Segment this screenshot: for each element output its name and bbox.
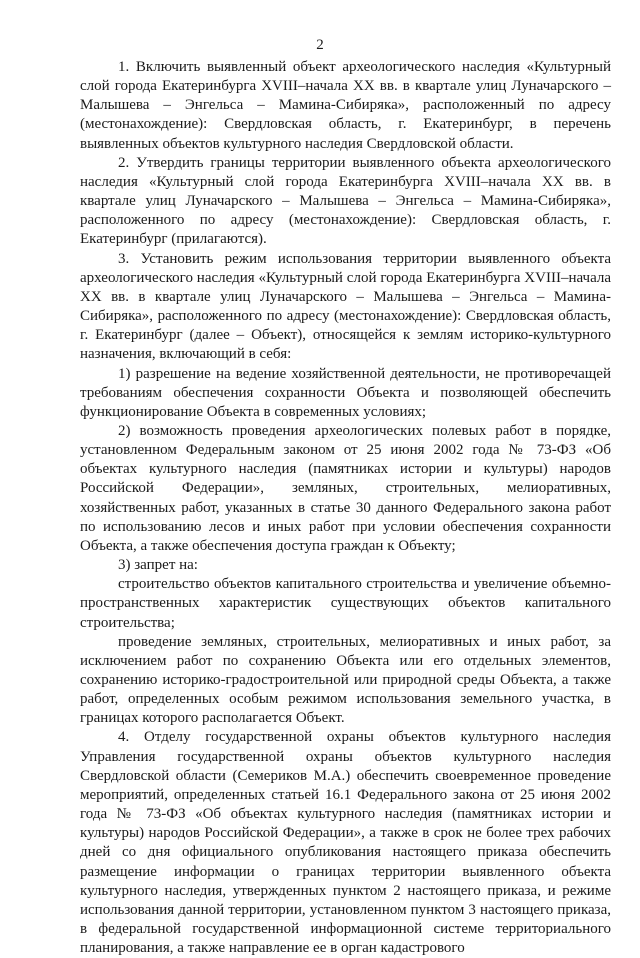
page-number: 2 [316,37,324,53]
paragraph-subitem-3-prohibition: 3) запрет на: [118,557,198,574]
paragraph-subitem-2-possibility: 2) возможность проведения археологических полевых работ в порядке, установленном Федеральным законом от 25 июня 2002 года № 73-ФЗ «Об объектах культурного наследия (памятниках истории и культуры) народов Российской Федерации», земляных, строительных, мелиоративных, хозяйственных работ, указанных в статье 30 данного Федерального закона работ по использованию лесов и иных работ при условии обеспечения сохранности Объекта, а также обеспечения доступа граждан к Объекту; [80,422,611,554]
paragraph-item-4-department-duties: 4. Отделу государственной охраны объектов культурного наследия Управления государственной охраны объектов культурного наследия Свердловской области (Семериков М.А.) обеспечить своевременное проведение мероприятий, определенных статьей 16.1 Федерального закона от 25 июня 2002 года № 73-ФЗ «Об объектах культурного наследия (памятниках истории и культуры) народов Российской Федерации», а также в срок не более трех рабочих дней со дня официального опубликования настоящего приказа обеспечить размещение информации о границах территории выявленного объекта культурного наследия, утвержденных пунктом 2 настоящего приказа, и режиме использования данной территории, установленном пунктом 3 настоящего приказа, в федеральной государственной информационной системе территориального планирования, а также направление ее в орган кадастрового [80,729,611,957]
paragraph-item-2-approve-boundaries: 2. Утвердить границы территории выявленного объекта археологического наследия «Культурный слой города Екатеринбурга XVIII–начала XX вв. в квартале улиц Луначарского – Малышева – Энгельса – Мамина-Сибиряка», расположенного по адресу (местонахождение): Свердловская область, г. Екатеринбург (прилагаются). [80,154,611,248]
paragraph-prohibition-works: проведение земляных, строительных, мелиоративных и иных работ, за исключением работ по сохранению Объекта или его отдельных элементов, сохранению историко-градостроительной или природной среды Объекта, а также работ, определенных особым режимом использования земельного участка, в границах которого располагается Объект. [80,633,611,727]
document-body [80,58,611,958]
paragraph-subitem-1-permission: 1) разрешение на ведение хозяйственной деятельности, не противоречащей требованиям обеспечения сохранности Объекта и позволяющей обеспечить функционирование Объекта в современных условиях; [80,365,611,420]
paragraph-prohibition-construction: строительство объектов капитального строительства и увеличение объемно-пространственных характеристик существующих объектов капитального строительства; [80,576,611,631]
paragraph-item-3-usage-regime: 3. Установить режим использования территории выявленного объекта археологического наследия «Культурный слой города Екатеринбурга XVIII–начала XX вв. в квартале улиц Луначарского – Малышева – Энгельса – Мамина-Сибиряка», расположенного по адресу (местонахождение): Свердловская область, г. Екатеринбург (далее – Объект), относящейся к землям историко-культурного назначения, включающий в себя: [80,250,611,363]
paragraph-item-1-include-object: 1. Включить выявленный объект археологического наследия «Культурный слой города Екатеринбурга XVIII–начала XX вв. в квартале улиц Луначарского – Малышева – Энгельса – Мамина-Сибиряка», расположенный по адресу (местонахождение): Свердловская область, г. Екатеринбург, в перечень выявленных объектов культурного наследия Свердловской области. [80,59,611,152]
